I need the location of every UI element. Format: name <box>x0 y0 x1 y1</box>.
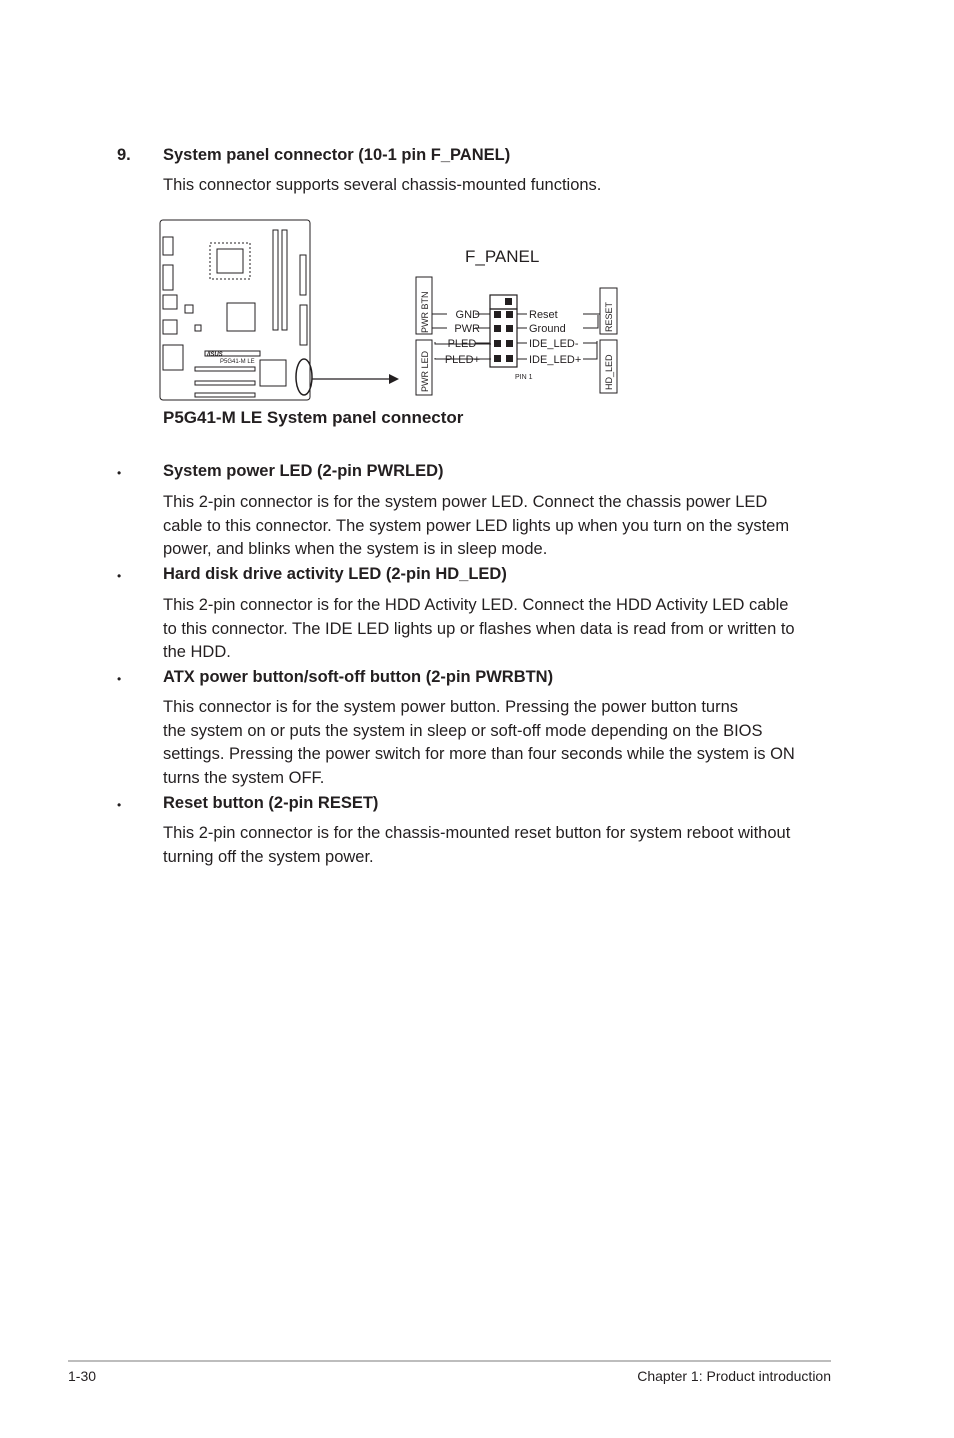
body-line: This 2-pin connector is for the system power LED. Connect the chassis power LED <box>163 493 768 511</box>
chapter-title: Chapter 1: Product introduction <box>637 1368 831 1384</box>
bullet-icon: • <box>117 672 122 686</box>
body-line: cable to this connector. The system power LED lights up when you turn on the system <box>163 516 790 535</box>
body-line: This 2-pin connector is for the HDD Activity LED. Connect the HDD Activity LED cable <box>163 596 789 614</box>
group-hd-led: HD_LED <box>604 354 614 390</box>
bullet-icon: • <box>117 798 122 812</box>
body-line: the HDD. <box>163 643 231 661</box>
f-panel-diagram-svg <box>155 215 635 405</box>
bullet-title-pwrled: System power LED (2-pin PWRLED) <box>163 462 444 480</box>
arrow-icon <box>312 374 399 384</box>
diagram-caption: P5G41-M LE System panel connector <box>163 408 464 427</box>
bullet-title-hdled: Hard disk drive activity LED (2-pin HD_LED) <box>163 565 507 583</box>
pin-label-reset: Reset <box>529 309 558 321</box>
pin-label-pwr: PWR <box>454 323 480 335</box>
body-line: This 2-pin connector is for the chassis-mounted reset button for system reboot without <box>163 824 791 842</box>
body-line: power, and blinks when the system is in sleep mode. <box>163 540 548 558</box>
pin-label-pled-plus: PLED+ <box>444 354 480 366</box>
f-panel-title: F_PANEL <box>465 247 540 266</box>
group-reset: RESET <box>604 301 614 332</box>
pin-label-ground: Ground <box>529 323 566 335</box>
f-panel-diagram <box>155 215 635 405</box>
body-line: This connector is for the system power button. Pressing the power button turns <box>163 698 739 716</box>
bullet-body-pwrled <box>163 491 843 562</box>
section-intro: This connector supports several chassis-mounted functions. <box>163 176 602 194</box>
group-pwr-led: PWR LED <box>420 350 430 392</box>
body-line: the system on or puts the system in sleep or soft-off mode depending on the BIOS <box>163 721 763 740</box>
pin-header <box>475 295 527 367</box>
board-logo: /ISUS <box>207 352 223 358</box>
section-title: System panel connector (10-1 pin F_PANEL) <box>163 146 511 164</box>
bullet-body-reset <box>163 822 843 869</box>
body-line: turns the system OFF. <box>163 768 325 787</box>
bullet-title-pwrbtn: ATX power button/soft-off button (2-pin PWRBTN) <box>163 668 554 686</box>
body-line: settings. Pressing the power switch for more than four seconds while the system is ON <box>163 745 795 763</box>
pin-label-ide-led-plus: IDE_LED+ <box>529 354 582 366</box>
pin-label-gnd: GND <box>455 309 480 321</box>
board-label: P5G41-M LE <box>220 359 255 365</box>
bullet-icon: • <box>117 569 122 583</box>
section-number: 9. <box>117 146 131 164</box>
pin1-label: PIN 1 <box>515 374 533 381</box>
bullet-title-reset: Reset button (2-pin RESET) <box>163 794 379 812</box>
motherboard-illustration <box>160 220 312 400</box>
pin-label-pled-minus: PLED- <box>447 338 480 350</box>
group-pwr-btn: PWR BTN <box>420 291 430 333</box>
body-line: to this connector. The IDE LED lights up or flashes when data is read from or written to <box>163 619 795 638</box>
bullet-body-pwrbtn <box>163 696 843 790</box>
bullet-body-hdled <box>163 594 843 665</box>
page-number: 1-30 <box>68 1368 97 1384</box>
bullet-icon: • <box>117 466 122 480</box>
pin-label-ide-led-minus: IDE_LED- <box>529 338 579 350</box>
body-line: turning off the system power. <box>163 847 374 866</box>
footer-divider <box>68 1360 831 1362</box>
